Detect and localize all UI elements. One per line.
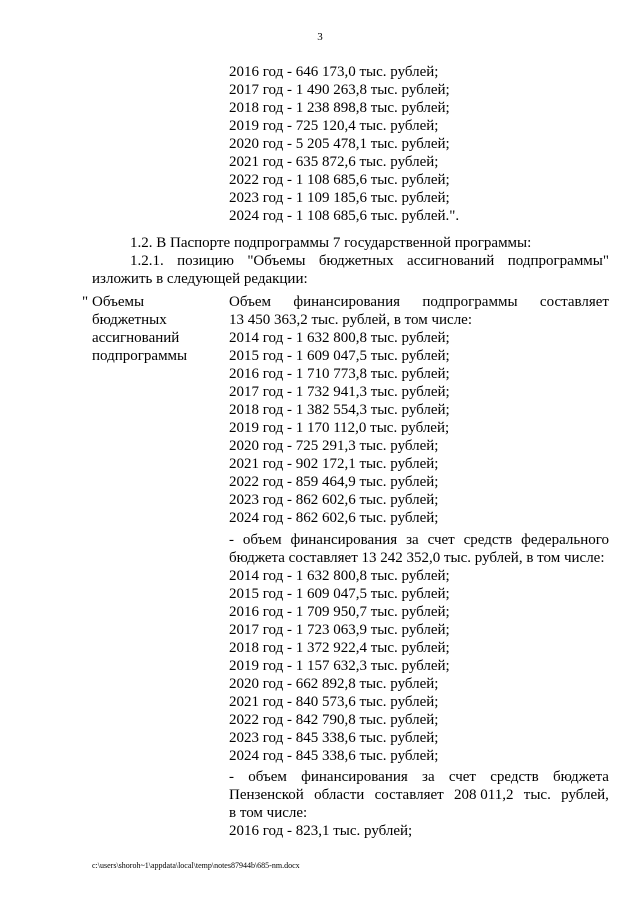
word: объем: [242, 532, 282, 548]
word: позицию: [177, 253, 234, 269]
year-line: 2014 год - 1 632 800,8 тыс. рублей;: [229, 330, 450, 346]
word: составляет: [374, 787, 444, 803]
word: подпрограммы": [507, 253, 609, 269]
year-line: 2016 год - 1 709 950,7 тыс. рублей;: [229, 604, 450, 620]
year-line: 2016 год - 1 710 773,8 тыс. рублей;: [229, 366, 450, 382]
word: федерального: [521, 532, 609, 548]
year-line: 2019 год - 1 170 112,0 тыс. рублей;: [229, 420, 450, 436]
word: Пензенской: [229, 787, 304, 803]
year-line: 2023 год - 1 109 185,6 тыс. рублей;: [229, 190, 450, 206]
word: бюджета: [552, 769, 609, 785]
word: тыс.: [523, 787, 551, 803]
word: -: [229, 769, 234, 785]
word: ассигнований: [407, 253, 495, 269]
year-line: 2020 год - 5 205 478,1 тыс. рублей;: [229, 136, 450, 152]
word: объем: [248, 769, 287, 785]
year-line: 2022 год - 842 790,8 тыс. рублей;: [229, 712, 439, 728]
page-number: 3: [317, 31, 323, 43]
word: 1.2.1.: [130, 253, 164, 269]
regional-financing-line1: [229, 768, 609, 786]
year-line: 2018 год - 1 372 922,4 тыс. рублей;: [229, 640, 450, 656]
year-line: 2014 год - 1 632 800,8 тыс. рублей;: [229, 568, 450, 584]
regional-financing-line3: в том числе:: [229, 805, 308, 821]
word: рублей,: [561, 787, 609, 803]
year-line: 2022 год - 1 108 685,6 тыс. рублей;: [229, 172, 450, 188]
year-line: 2021 год - 902 172,1 тыс. рублей;: [229, 456, 439, 472]
word: -: [229, 532, 234, 548]
word: счет: [448, 769, 476, 785]
year-line: 2021 год - 635 872,6 тыс. рублей;: [229, 154, 439, 170]
year-line: 2017 год - 1 490 263,8 тыс. рублей;: [229, 82, 450, 98]
year-line: 2024 год - 1 108 685,6 тыс. рублей.".: [229, 208, 460, 224]
label-line: Объемы: [92, 294, 145, 310]
regional-financing-line2: [229, 786, 609, 804]
year-line: 2023 год - 845 338,6 тыс. рублей;: [229, 730, 439, 746]
word: финансирования: [293, 294, 401, 310]
year-line: 2016 год - 823,1 тыс. рублей;: [229, 823, 413, 839]
total-financing-line2: 13 450 363,2 тыс. рублей, в том числе:: [229, 312, 473, 328]
word: средств: [490, 769, 539, 785]
word: Объем: [229, 294, 271, 310]
word: бюджетных: [318, 253, 394, 269]
year-line: 2020 год - 662 892,8 тыс. рублей;: [229, 676, 439, 692]
open-quote: ": [82, 294, 89, 310]
year-line: 2018 год - 1 382 554,3 тыс. рублей;: [229, 402, 450, 418]
year-line: 2016 год - 646 173,0 тыс. рублей;: [229, 64, 439, 80]
year-line: 2023 год - 862 602,6 тыс. рублей;: [229, 492, 439, 508]
section-1-2-1-line1: [130, 252, 609, 270]
word: 208 011,2: [454, 787, 514, 803]
word: подпрограммы: [422, 294, 518, 310]
word: счет: [427, 532, 455, 548]
word: за: [406, 532, 419, 548]
label-line: бюджетных: [92, 312, 167, 328]
word: за: [422, 769, 435, 785]
word: средств: [463, 532, 513, 548]
year-line: 2017 год - 1 723 063,9 тыс. рублей;: [229, 622, 450, 638]
word: финансирования: [301, 769, 408, 785]
year-line: 2021 год - 840 573,6 тыс. рублей;: [229, 694, 439, 710]
year-line: 2024 год - 862 602,6 тыс. рублей;: [229, 510, 439, 526]
federal-financing-line2: бюджета составляет 13 242 352,0 тыс. рублей, в том числе:: [229, 550, 605, 566]
word: "Объемы: [247, 253, 306, 269]
footer-file-path: c:\users\shoroh~1\appdata\local\temp\notes87944b\685-nm.docx: [92, 861, 300, 870]
year-line: 2022 год - 859 464,9 тыс. рублей;: [229, 474, 439, 490]
year-line: 2019 год - 725 120,4 тыс. рублей;: [229, 118, 439, 134]
total-financing-line1: [229, 293, 609, 311]
year-line: 2019 год - 1 157 632,3 тыс. рублей;: [229, 658, 450, 674]
word: финансирования: [290, 532, 398, 548]
year-line: 2018 год - 1 238 898,8 тыс. рублей;: [229, 100, 450, 116]
word: составляет: [539, 294, 609, 310]
label-line: подпрограммы: [92, 348, 188, 364]
year-line: 2015 год - 1 609 047,5 тыс. рублей;: [229, 348, 450, 364]
year-line: 2017 год - 1 732 941,3 тыс. рублей;: [229, 384, 450, 400]
label-line: ассигнований: [92, 330, 180, 346]
federal-financing-line1: [229, 531, 609, 549]
section-1-2-1-line2: изложить в следующей редакции:: [92, 271, 308, 287]
section-1-2-heading: 1.2. В Паспорте подпрограммы 7 государственной программы:: [130, 235, 532, 251]
year-line: 2024 год - 845 338,6 тыс. рублей;: [229, 748, 439, 764]
year-line: 2015 год - 1 609 047,5 тыс. рублей;: [229, 586, 450, 602]
year-line: 2020 год - 725 291,3 тыс. рублей;: [229, 438, 439, 454]
word: области: [314, 787, 365, 803]
